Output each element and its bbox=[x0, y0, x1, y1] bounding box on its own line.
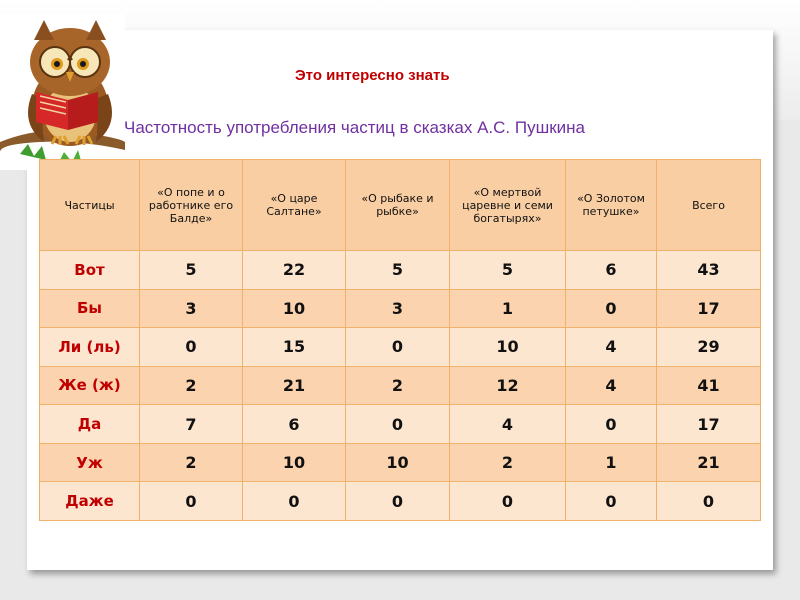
table-cell: 4 bbox=[566, 366, 657, 405]
table-cell: 1 bbox=[450, 289, 566, 328]
table-cell: 5 bbox=[140, 251, 243, 290]
slide-title: Это интересно знать bbox=[295, 67, 450, 84]
table-cell: 2 bbox=[140, 366, 243, 405]
table-cell: 17 bbox=[657, 289, 761, 328]
row-label: Ли (ль) bbox=[40, 328, 140, 367]
table-cell: 7 bbox=[140, 405, 243, 444]
table-cell: 4 bbox=[450, 405, 566, 444]
column-header: «О рыбаке и рыбке» bbox=[346, 160, 450, 251]
table-cell: 12 bbox=[450, 366, 566, 405]
table-cell: 2 bbox=[346, 366, 450, 405]
table-cell: 2 bbox=[450, 443, 566, 482]
table-row bbox=[40, 251, 761, 290]
table-cell: 1 bbox=[566, 443, 657, 482]
table-cell: 4 bbox=[566, 328, 657, 367]
table-cell: 0 bbox=[566, 405, 657, 444]
table-cell: 0 bbox=[346, 328, 450, 367]
owl-reading-book-icon bbox=[0, 14, 125, 170]
table-row bbox=[40, 289, 761, 328]
table-cell: 0 bbox=[140, 328, 243, 367]
slide-subtitle: Частотность употребления частиц в сказках А.С. Пушкина bbox=[124, 118, 585, 137]
table-cell: 0 bbox=[346, 482, 450, 521]
row-label: Уж bbox=[40, 443, 140, 482]
column-header: «О Золотом петушке» bbox=[566, 160, 657, 251]
row-label: Даже bbox=[40, 482, 140, 521]
table-cell: 0 bbox=[243, 482, 346, 521]
table-cell: 5 bbox=[346, 251, 450, 290]
table-cell: 3 bbox=[140, 289, 243, 328]
table-cell: 0 bbox=[450, 482, 566, 521]
table-cell: 22 bbox=[243, 251, 346, 290]
table-row bbox=[40, 405, 761, 444]
table-cell: 10 bbox=[450, 328, 566, 367]
table-cell: 3 bbox=[346, 289, 450, 328]
table-cell: 41 bbox=[657, 366, 761, 405]
table-row bbox=[40, 366, 761, 405]
column-header: «О мертвой царевне и семи богатырях» bbox=[450, 160, 566, 251]
particles-frequency-table bbox=[39, 159, 761, 521]
column-header: Всего bbox=[657, 160, 761, 251]
table-cell: 2 bbox=[140, 443, 243, 482]
table-row bbox=[40, 482, 761, 521]
table-cell: 15 bbox=[243, 328, 346, 367]
table-cell: 6 bbox=[566, 251, 657, 290]
table-header-row bbox=[40, 160, 761, 251]
row-label: Же (ж) bbox=[40, 366, 140, 405]
table-cell: 17 bbox=[657, 405, 761, 444]
table-cell: 10 bbox=[243, 289, 346, 328]
table-cell: 21 bbox=[657, 443, 761, 482]
table-cell: 0 bbox=[346, 405, 450, 444]
row-label: Да bbox=[40, 405, 140, 444]
table-row bbox=[40, 443, 761, 482]
table-cell: 21 bbox=[243, 366, 346, 405]
row-label: Вот bbox=[40, 251, 140, 290]
table-cell: 10 bbox=[243, 443, 346, 482]
table-cell: 0 bbox=[566, 482, 657, 521]
table-cell: 29 bbox=[657, 328, 761, 367]
table-cell: 43 bbox=[657, 251, 761, 290]
table-cell: 10 bbox=[346, 443, 450, 482]
row-label: Бы bbox=[40, 289, 140, 328]
column-header: Частицы bbox=[40, 160, 140, 251]
column-header: «О попе и о работнике его Балде» bbox=[140, 160, 243, 251]
table-cell: 5 bbox=[450, 251, 566, 290]
table-cell: 0 bbox=[140, 482, 243, 521]
table-cell: 0 bbox=[566, 289, 657, 328]
table-row bbox=[40, 328, 761, 367]
table-cell: 0 bbox=[657, 482, 761, 521]
column-header: «О царе Салтане» bbox=[243, 160, 346, 251]
table-cell: 6 bbox=[243, 405, 346, 444]
